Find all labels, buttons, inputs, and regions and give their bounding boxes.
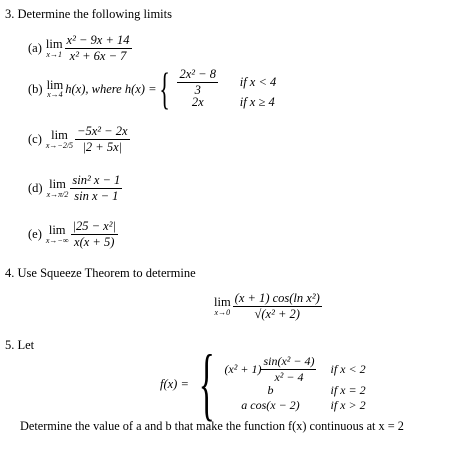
problem-label: (c) [28, 132, 42, 147]
limit-operator [214, 296, 231, 317]
case-row [174, 95, 277, 110]
denominator: |2 + 5x| [82, 140, 123, 155]
problem-3b [28, 63, 277, 114]
problem-3a [28, 34, 132, 63]
fraction [70, 174, 122, 203]
numerator: sin² x − 1 [70, 174, 122, 189]
limit-operator [46, 38, 63, 59]
function-definition-intro: h(x), where h(x) = [65, 81, 157, 96]
case-condition: if x < 4 [239, 75, 277, 90]
case-condition: if x > 2 [330, 398, 366, 413]
case-value: a cos(x − 2) [241, 398, 300, 413]
limit-subscript: x→4 [47, 90, 63, 100]
problem-label: (b) [28, 81, 43, 96]
problem-label: (a) [28, 41, 42, 56]
numerator: (x + 1) cos(ln x²) [233, 292, 322, 307]
case-row [174, 68, 277, 97]
problem-3d [28, 174, 122, 203]
numerator: x² − 9x + 14 [65, 34, 132, 49]
limit-word: lim [48, 223, 66, 238]
case-value: b [267, 383, 274, 398]
section-3-title: 3. Determine the following limits [5, 7, 172, 21]
problem-label: (d) [28, 181, 43, 196]
denominator: sin x − 1 [74, 189, 119, 204]
limit-word: lim [46, 77, 64, 92]
denominator: x(x + 5) [74, 235, 115, 250]
fraction [71, 220, 118, 249]
limit-subscript: x→−∞ [45, 235, 69, 245]
left-brace: { [198, 338, 215, 430]
numerator: 2x² − 8 [177, 68, 217, 83]
denominator: 3 [194, 83, 201, 98]
piecewise-function-f [160, 338, 366, 430]
fraction [261, 355, 316, 383]
case-prefix: (x² + 1) [224, 361, 262, 376]
numerator: −5x² − 2x [75, 125, 129, 140]
limit-word: lim [51, 128, 68, 143]
fraction [75, 125, 129, 154]
limit-operator [47, 178, 69, 199]
denominator: x² + 6x − 7 [69, 49, 127, 64]
squeeze-limit [214, 292, 322, 321]
piecewise-cases [224, 355, 365, 413]
limit-operator [46, 129, 73, 150]
problem-label: (e) [28, 227, 42, 242]
limit-subscript: x→0 [214, 307, 231, 317]
denominator: √(x² + 2) [254, 307, 300, 322]
case-condition: if x ≥ 4 [239, 95, 275, 110]
limit-operator [47, 79, 64, 100]
limit-subscript: x→1 [46, 49, 62, 59]
case-value [224, 355, 316, 383]
numerator: sin(x² − 4) [263, 353, 315, 368]
fraction [65, 34, 132, 63]
section-5-title: 5. Let [5, 338, 35, 352]
limit-subscript: x→−2/5 [45, 140, 74, 150]
closing-instruction: Determine the value of a and b that make the function f(x) continuous at x = 2 [20, 419, 404, 433]
function-name: f(x) = [160, 376, 189, 391]
section-4-title: 4. Use Squeeze Theorem to determine [5, 266, 196, 280]
fraction [174, 68, 222, 97]
denominator: x² − 4 [274, 369, 304, 384]
numerator: |25 − x²| [71, 220, 118, 235]
case-condition: if x < 2 [330, 361, 366, 376]
piecewise-cases [174, 68, 277, 110]
left-brace: { [158, 63, 170, 114]
problem-3e [28, 220, 118, 249]
case-condition: if x = 2 [330, 383, 366, 398]
limit-word: lim [45, 37, 63, 52]
case-value: 2x [191, 95, 204, 110]
limit-subscript: x→π/2 [46, 189, 69, 199]
limit-word: lim [49, 177, 66, 192]
fraction [233, 292, 322, 321]
limit-operator [46, 224, 69, 245]
limit-word: lim [214, 295, 231, 310]
problem-3c [28, 125, 130, 154]
